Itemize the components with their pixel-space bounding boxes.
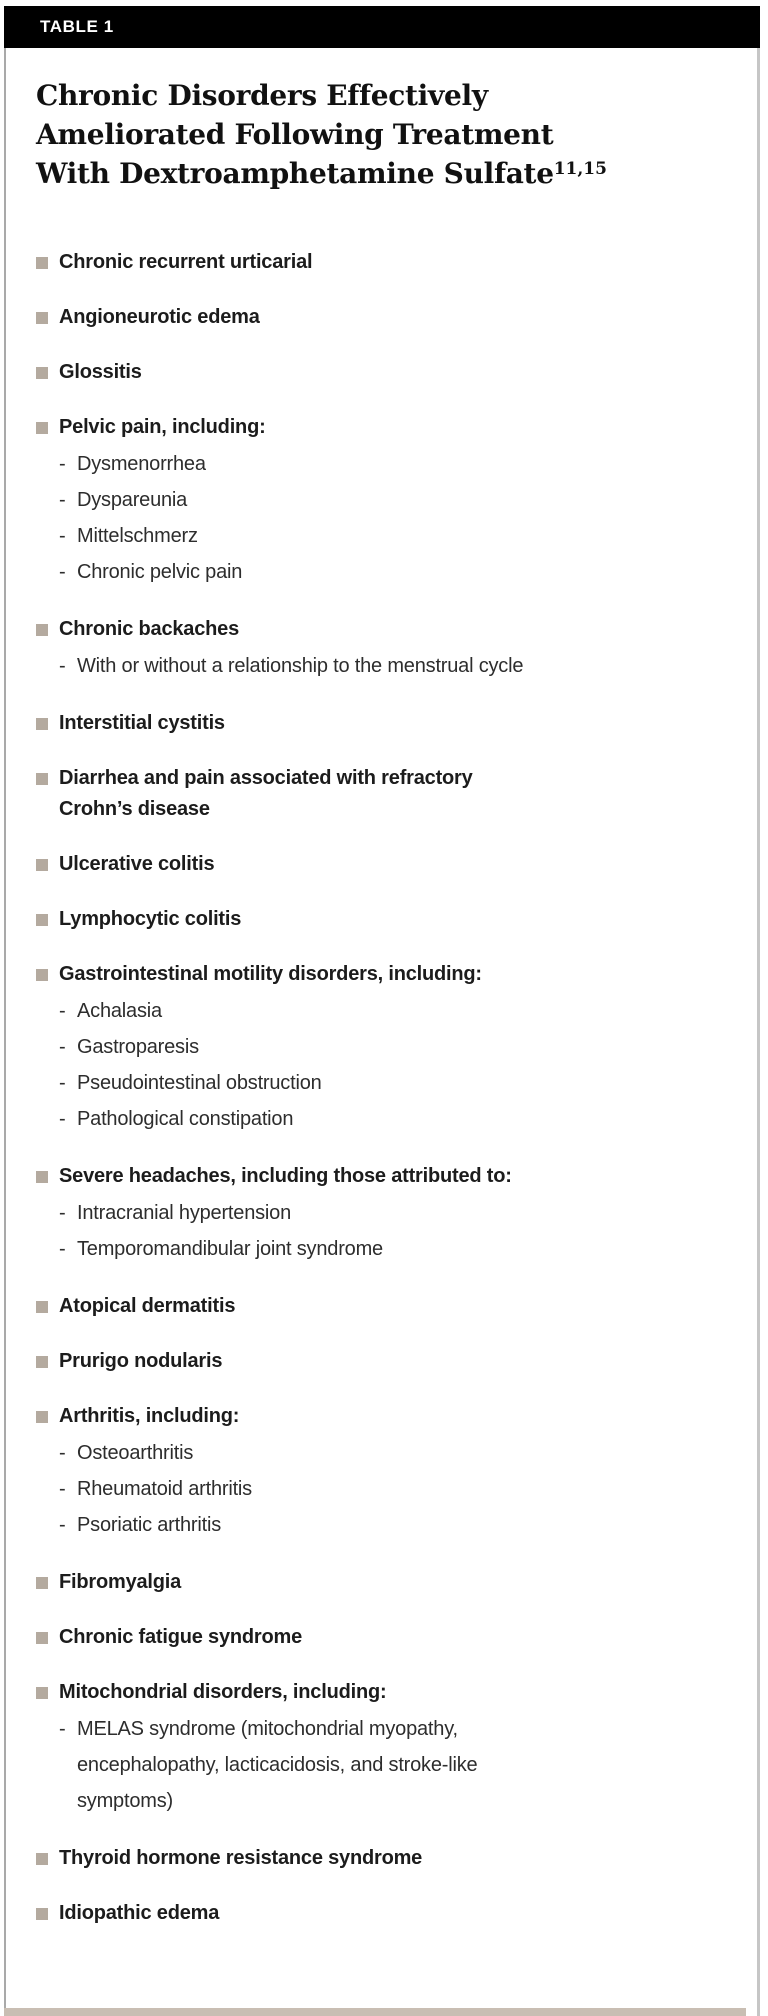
list-item <box>36 1677 731 1819</box>
sub-item <box>59 554 731 590</box>
table-title-line-1: Chronic Disorders Effectively <box>36 79 488 112</box>
sub-item-label: Psoriatic arthritis <box>77 1514 222 1536</box>
list-item-body <box>59 1677 731 1819</box>
sub-item-label: Mittelschmerz <box>77 525 198 547</box>
dash-bullet-icon: - <box>59 1718 66 1740</box>
dash-bullet-icon: - <box>59 525 66 547</box>
square-bullet-icon <box>36 422 48 434</box>
sub-item <box>59 1711 731 1819</box>
list-item-label: Diarrhea and pain associated with refractory Crohn’s disease <box>59 767 473 820</box>
list-item <box>36 959 731 1137</box>
list-item-body <box>59 959 731 1137</box>
table-title-line-3: With Dextroamphetamine Sulfate$^{11,15}$ <box>36 157 607 190</box>
dash-bullet-icon: - <box>59 561 66 583</box>
list-item-body <box>59 1567 731 1598</box>
list-item <box>36 302 731 333</box>
sub-item-label: Pathological constipation <box>77 1108 294 1130</box>
list-item-label: Fibromyalgia <box>59 1571 182 1593</box>
dash-bullet-icon: - <box>59 1202 66 1224</box>
list-item <box>36 1401 731 1543</box>
sub-item <box>59 648 731 684</box>
list-item-body <box>59 1898 731 1929</box>
sub-item-list <box>59 1195 731 1267</box>
list-item-body <box>59 1291 731 1322</box>
list-item-label: Pelvic pain, including: <box>59 416 266 438</box>
sub-item-label: Temporomandibular joint syndrome <box>77 1238 383 1260</box>
dash-bullet-icon: - <box>59 1000 66 1022</box>
list-item-label: Arthritis, including: <box>59 1405 240 1427</box>
list-item-body <box>59 614 731 684</box>
square-bullet-icon <box>36 1853 48 1865</box>
list-item-body <box>59 708 731 739</box>
list-item-label: Interstitial cystitis <box>59 712 225 734</box>
list-item <box>36 412 731 590</box>
square-bullet-icon <box>36 312 48 324</box>
sub-item <box>59 1231 731 1267</box>
table-title <box>36 76 731 193</box>
bottom-section-strip <box>4 2008 746 2016</box>
list-item <box>36 904 731 935</box>
table-body <box>4 48 760 2016</box>
sub-item <box>59 1195 731 1231</box>
list-item <box>36 1346 731 1377</box>
square-bullet-icon <box>36 859 48 871</box>
list-item <box>36 1843 731 1874</box>
sub-item <box>59 1065 731 1101</box>
square-bullet-icon <box>36 1908 48 1920</box>
list-item <box>36 1161 731 1267</box>
dash-bullet-icon: - <box>59 453 66 475</box>
list-item-label: Severe headaches, including those attributed to: <box>59 1165 512 1187</box>
table-1-card <box>4 6 760 2016</box>
list-item-body <box>59 247 731 278</box>
sub-item-label: Pseudointestinal obstruction <box>77 1072 322 1094</box>
square-bullet-icon <box>36 1411 48 1423</box>
list-item <box>36 1291 731 1322</box>
list-item-body <box>59 412 731 590</box>
sub-item-label: Chronic pelvic pain <box>77 561 243 583</box>
sub-item <box>59 1435 731 1471</box>
list-item-label: Prurigo nodularis <box>59 1350 223 1372</box>
sub-item <box>59 1471 731 1507</box>
sub-item-label: Gastroparesis <box>77 1036 199 1058</box>
square-bullet-icon <box>36 1301 48 1313</box>
dash-bullet-icon: - <box>59 1036 66 1058</box>
sub-item-label: Rheumatoid arthritis <box>77 1478 252 1500</box>
list-item-label: Chronic backaches <box>59 618 240 640</box>
sub-item-label: With or without a relationship to the menstrual cycle <box>77 655 524 677</box>
sub-item <box>59 482 731 518</box>
sub-item <box>59 993 731 1029</box>
list-item-body <box>59 1843 731 1874</box>
reference-superscript: 11,15 <box>553 159 607 179</box>
sub-item <box>59 1101 731 1137</box>
list-item <box>36 357 731 388</box>
sub-item-label: Intracranial hypertension <box>77 1202 292 1224</box>
list-item-label: Chronic fatigue syndrome <box>59 1626 303 1648</box>
table-header-bar <box>4 6 760 48</box>
sub-item-label: MELAS syndrome (mitochondrial myopathy, encephalopathy, lacticacidosis, and stroke-like symptoms) <box>77 1718 478 1812</box>
list-item-body <box>59 1622 731 1653</box>
square-bullet-icon <box>36 1577 48 1589</box>
sub-item <box>59 518 731 554</box>
list-item-label: Glossitis <box>59 361 142 383</box>
square-bullet-icon <box>36 1171 48 1183</box>
list-item-body <box>59 1346 731 1377</box>
table-number-label: TABLE 1 <box>40 17 114 36</box>
square-bullet-icon <box>36 1632 48 1644</box>
sub-item <box>59 1507 731 1543</box>
sub-item-list <box>59 1711 731 1819</box>
list-item-body <box>59 357 731 388</box>
square-bullet-icon <box>36 914 48 926</box>
dash-bullet-icon: - <box>59 1514 66 1536</box>
list-item <box>36 614 731 684</box>
sub-item-label: Dysmenorrhea <box>77 453 206 475</box>
list-item <box>36 708 731 739</box>
square-bullet-icon <box>36 624 48 636</box>
sub-item-list <box>59 993 731 1137</box>
list-item-label: Thyroid hormone resistance syndrome <box>59 1847 423 1869</box>
list-item <box>36 247 731 278</box>
dash-bullet-icon: - <box>59 489 66 511</box>
table-title-line-2: Ameliorated Following Treatment <box>36 118 554 151</box>
sub-item-list <box>59 446 731 590</box>
list-item-body <box>59 302 731 333</box>
sub-item <box>59 446 731 482</box>
list-item-label: Angioneurotic edema <box>59 306 260 328</box>
square-bullet-icon <box>36 367 48 379</box>
dash-bullet-icon: - <box>59 1072 66 1094</box>
list-item-label: Ulcerative colitis <box>59 853 215 875</box>
list-item-body <box>59 904 731 935</box>
list-item-label: Chronic recurrent urticarial <box>59 251 313 273</box>
dash-bullet-icon: - <box>59 1238 66 1260</box>
list-item <box>36 1567 731 1598</box>
sub-item <box>59 1029 731 1065</box>
square-bullet-icon <box>36 257 48 269</box>
dash-bullet-icon: - <box>59 1442 66 1464</box>
sub-item-label: Dyspareunia <box>77 489 188 511</box>
sub-item-list <box>59 648 731 684</box>
list-item-label: Mitochondrial disorders, including: <box>59 1681 387 1703</box>
list-item-label: Idiopathic edema <box>59 1902 220 1924</box>
list-item-label: Atopical dermatitis <box>59 1295 236 1317</box>
list-item <box>36 1622 731 1653</box>
list-item <box>36 763 731 825</box>
list-item <box>36 1898 731 1929</box>
square-bullet-icon <box>36 773 48 785</box>
sub-item-label: Osteoarthritis <box>77 1442 194 1464</box>
square-bullet-icon <box>36 969 48 981</box>
list-item-label: Gastrointestinal motility disorders, including: <box>59 963 482 985</box>
dash-bullet-icon: - <box>59 655 66 677</box>
list-item-label: Lymphocytic colitis <box>59 908 242 930</box>
square-bullet-icon <box>36 1356 48 1368</box>
list-item-body <box>59 1401 731 1543</box>
dash-bullet-icon: - <box>59 1108 66 1130</box>
list-item-body <box>59 849 731 880</box>
sub-item-label: Achalasia <box>77 1000 162 1022</box>
sub-item-list <box>59 1435 731 1543</box>
square-bullet-icon <box>36 1687 48 1699</box>
disorder-list <box>36 247 731 1929</box>
list-item-body <box>59 1161 731 1267</box>
list-item-body <box>59 763 731 825</box>
dash-bullet-icon: - <box>59 1478 66 1500</box>
list-item <box>36 849 731 880</box>
square-bullet-icon <box>36 718 48 730</box>
